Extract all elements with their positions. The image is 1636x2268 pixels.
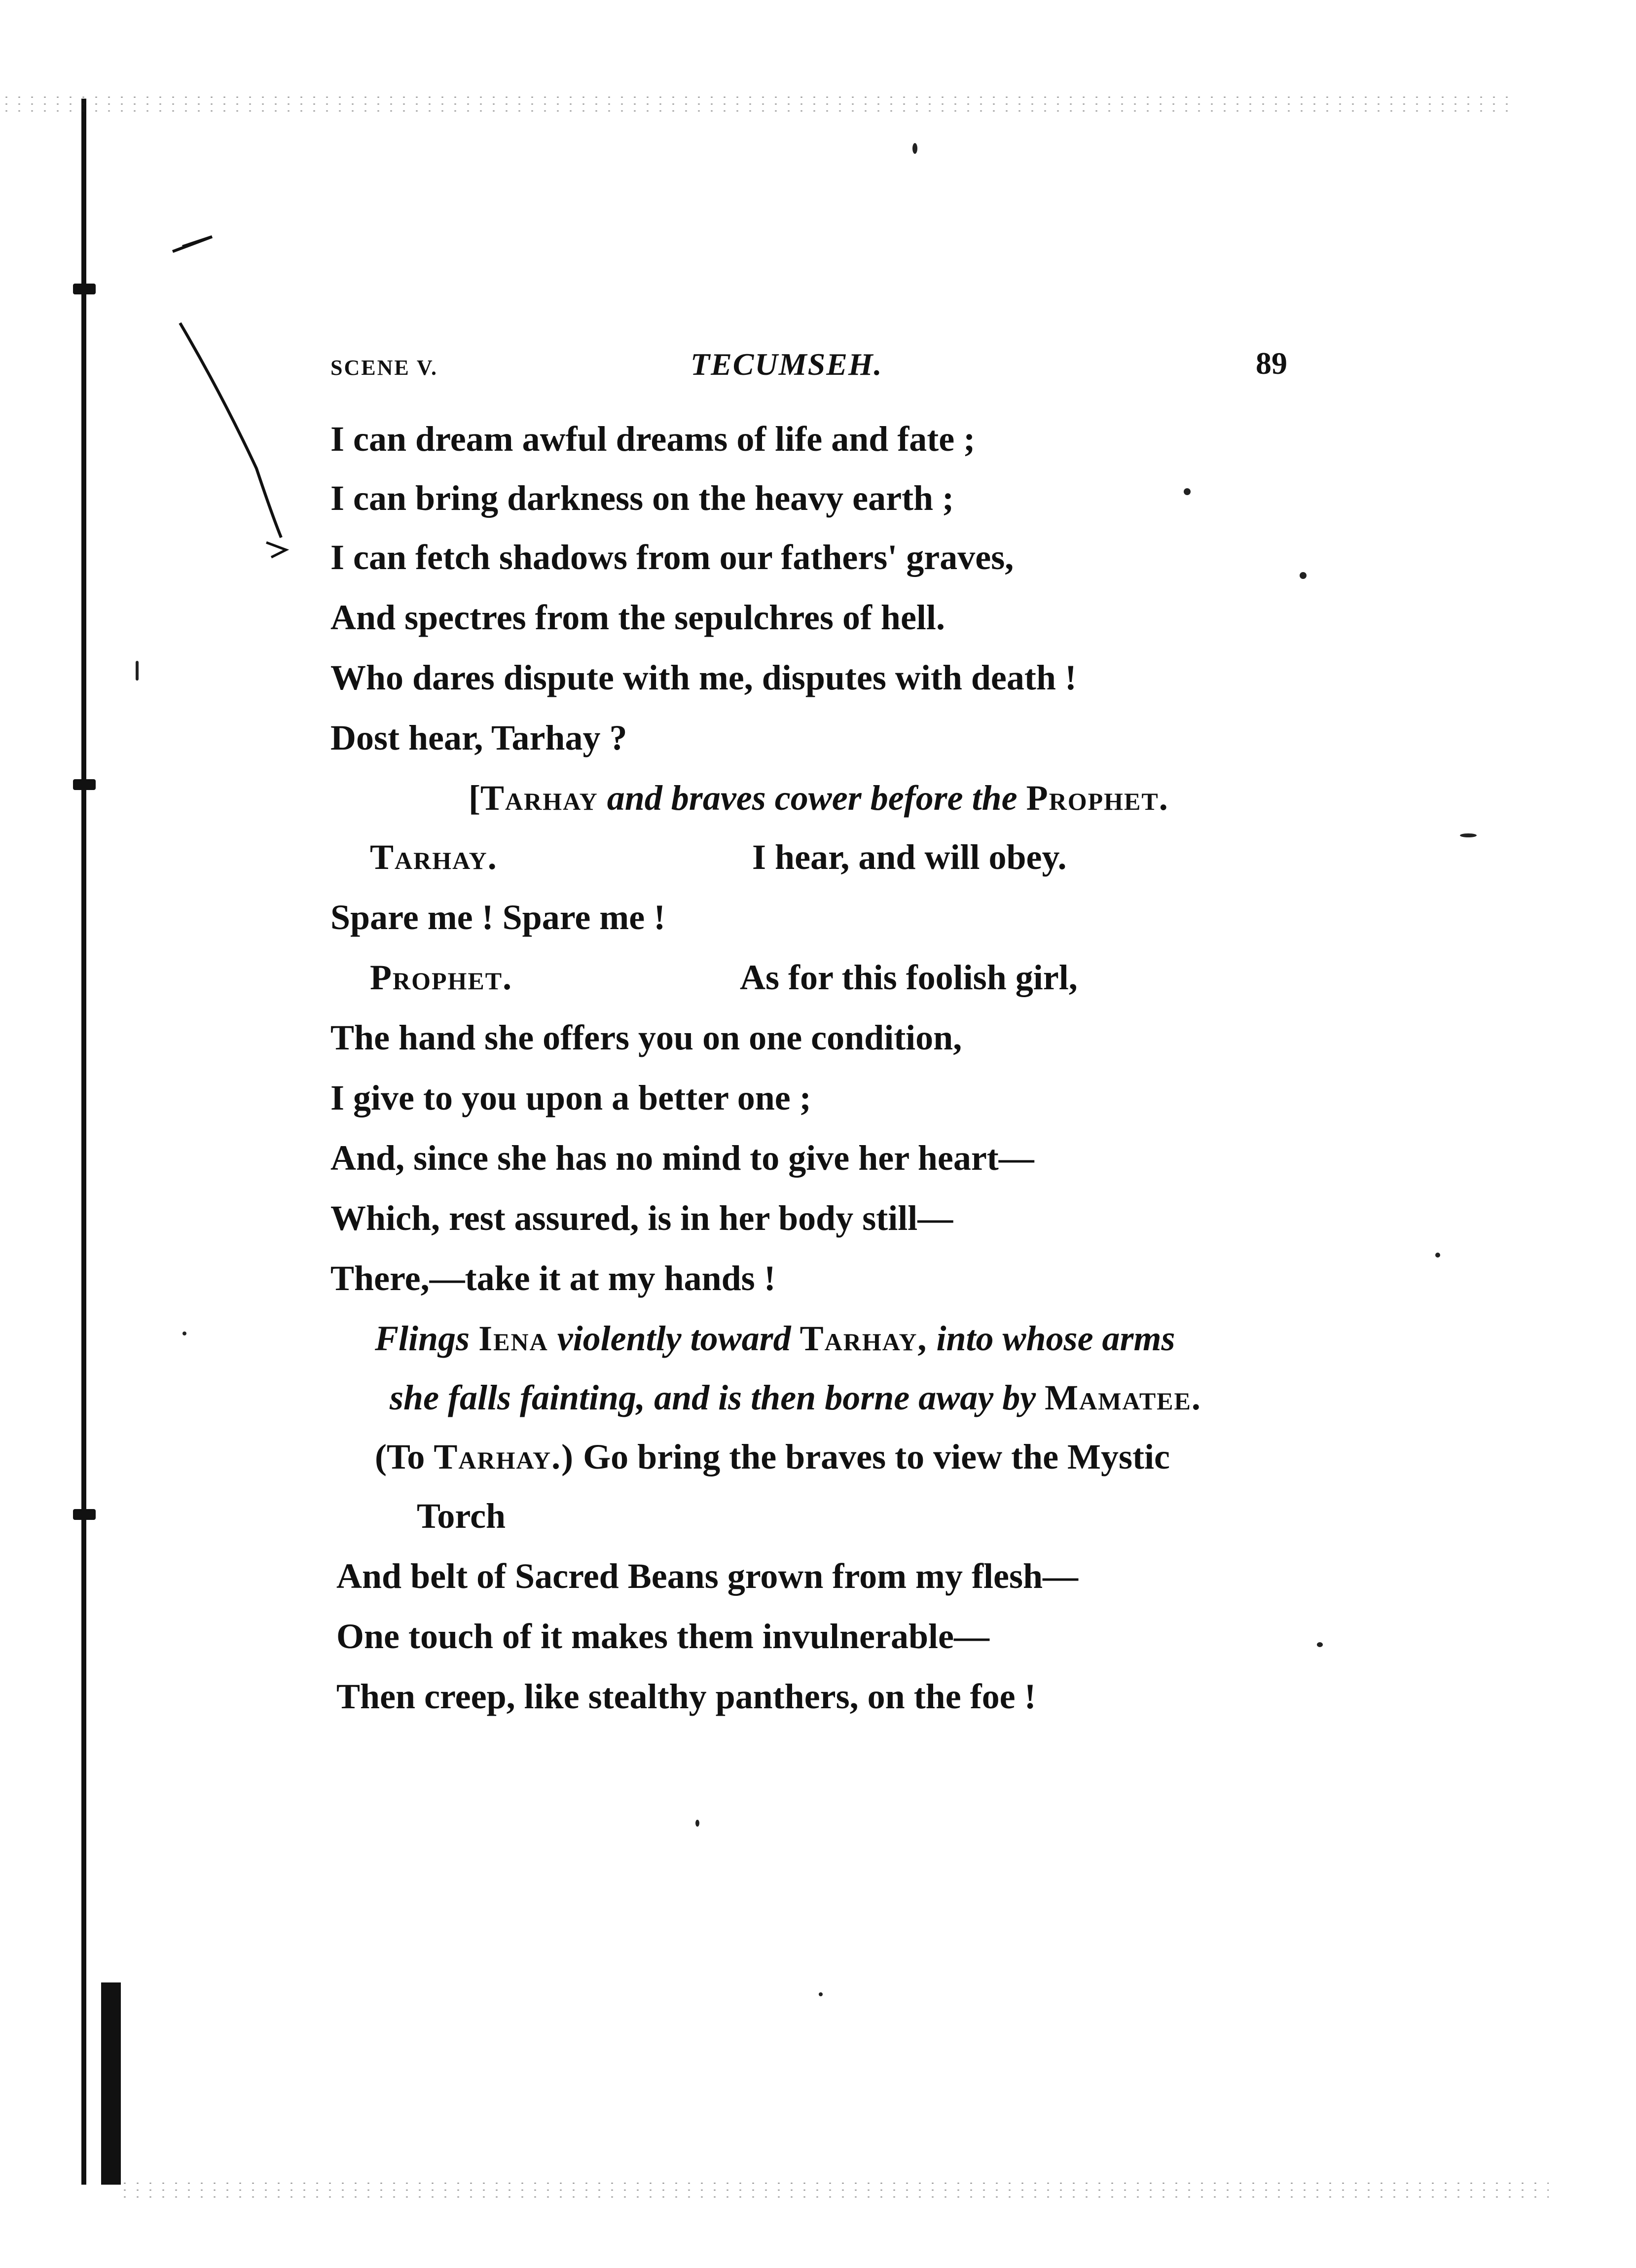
stage-direction [469, 773, 1169, 823]
verse-line: And belt of Sacred Beans grown from my flesh— [336, 1556, 1079, 1596]
verse-line: And, since she has no mind to give her heart— [330, 1138, 1034, 1178]
verse-line: I give to you upon a better one ; [330, 1078, 811, 1117]
scan-speck [1460, 833, 1477, 837]
stage-direction [375, 1432, 1170, 1481]
binding-edge-lower [101, 1982, 121, 2185]
scan-speck [182, 1332, 186, 1335]
character-name: Tarhay.) [434, 1437, 575, 1476]
scan-noise-top [0, 94, 1514, 113]
speaker-name: Tarhay. [370, 837, 498, 877]
binding-edge [81, 99, 86, 2185]
verse-line: Torch [417, 1496, 506, 1536]
character-name: Tarhay [480, 778, 598, 818]
verse-line: Who dares dispute with me, disputes with death ! [330, 658, 1077, 697]
binding-stitch [73, 779, 96, 790]
stage-bracket: [ [469, 778, 480, 818]
binding-stitch [73, 284, 96, 294]
stage-direction-text: Flings [375, 1319, 470, 1358]
page-number: 89 [1256, 346, 1287, 381]
verse-line: Spare me ! Spare me ! [330, 898, 666, 937]
scene-label: SCENE V. [330, 356, 438, 380]
scan-speck [912, 143, 917, 154]
verse-line: The hand she offers you on one condition, [330, 1018, 962, 1057]
running-title: TECUMSEH. [691, 347, 883, 382]
scan-speck [1317, 1642, 1323, 1647]
stage-direction-text: she falls fainting, and is then borne away by [390, 1378, 1036, 1417]
scan-speck [1300, 572, 1307, 579]
speech-text: I hear, and will obey. [752, 837, 1067, 877]
speech-line [370, 832, 498, 882]
speech-text: Go bring the braves to view the Mystic [583, 1437, 1170, 1476]
verse-line: Then creep, like stealthy panthers, on the foe ! [336, 1677, 1036, 1716]
stage-direction-text: and braves cower before the [598, 778, 1026, 818]
character-name: Iena [478, 1319, 548, 1358]
speaker-name: Prophet. [370, 958, 513, 997]
verse-line: I can dream awful dreams of life and fate ; [330, 419, 976, 459]
running-head [330, 345, 1287, 390]
speech-line [370, 953, 512, 1002]
scan-speck [1184, 488, 1191, 495]
speech-text: As for this foolish girl, [740, 958, 1078, 997]
stage-direction-text: into whose arms [936, 1319, 1175, 1358]
verse-line: Which, rest assured, is in her body still— [330, 1198, 953, 1238]
scan-speck [1435, 1253, 1440, 1258]
verse-line: I can fetch shadows from our fathers' graves, [330, 538, 1014, 577]
scan-noise-bottom [118, 2180, 1549, 2199]
verse-line: One touch of it makes them invulnerable— [336, 1617, 989, 1656]
stage-direction [375, 1314, 1175, 1363]
verse-line: And spectres from the sepulchres of hell. [330, 598, 945, 637]
verse-line: Dost hear, Tarhay ? [330, 718, 627, 757]
character-name: Prophet. [1026, 778, 1169, 818]
scan-speck [819, 1992, 823, 1996]
scan-speck [695, 1820, 699, 1827]
scan-speck [136, 661, 139, 681]
binding-stitch [73, 1509, 96, 1520]
character-name: Tarhay, [800, 1319, 928, 1358]
verse-line: I can bring darkness on the heavy earth ; [330, 478, 954, 518]
stage-direction-text: (To [375, 1437, 425, 1476]
margin-pencil-mark [123, 321, 291, 567]
verse-line: There,—take it at my hands ! [330, 1259, 776, 1298]
stage-direction-text: violently toward [557, 1319, 791, 1358]
stage-direction [390, 1373, 1201, 1422]
character-name: Mamatee. [1045, 1378, 1201, 1417]
